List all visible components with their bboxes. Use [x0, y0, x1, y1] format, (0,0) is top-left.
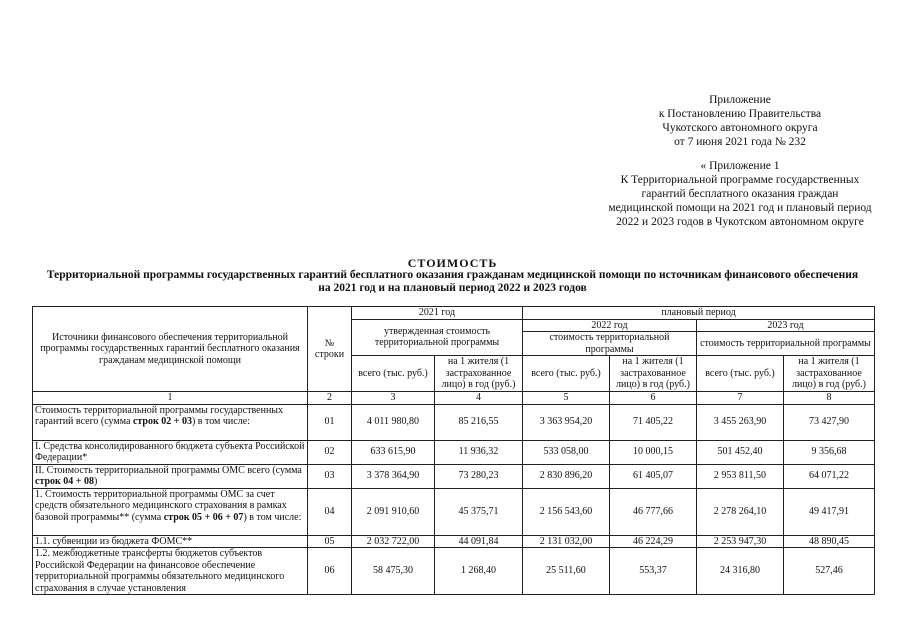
column-number: 6 — [610, 392, 697, 405]
cell-2022-total: 533 058,00 — [523, 440, 610, 464]
header-cost-2022: стоимость территориальной программы — [523, 332, 697, 356]
cell-2022-per-capita: 46 224,29 — [610, 535, 697, 548]
cell-2022-per-capita: 10 000,15 — [610, 440, 697, 464]
cell-2023-per-capita: 9 356,68 — [784, 440, 875, 464]
row-number: 06 — [308, 548, 352, 595]
cell-2022-total: 2 156 543,60 — [523, 488, 610, 535]
table-row — [33, 535, 875, 548]
cell-2021-total: 3 378 364,90 — [352, 464, 435, 488]
appendix-1-block — [560, 159, 905, 229]
table-row — [33, 440, 875, 464]
header-total: всего (тыс. руб.) — [523, 356, 610, 392]
appendix-block — [560, 93, 905, 149]
row-source: 1. Стоимость территориальной программы ОМС за счет средств обязательного медицинского страхования в рамках базовой программы** (сумма строк 05 + 06 + 07) в том числе: — [33, 488, 308, 535]
header-per-capita: на 1 жителя (1 застрахованное лицо) в год (руб.) — [610, 356, 697, 392]
table-row — [33, 464, 875, 488]
row-source: 1.1. субвенции из бюджета ФОМС** — [33, 535, 308, 548]
row-number: 04 — [308, 488, 352, 535]
header-per-capita: на 1 жителя (1 застрахованное лицо) в год (руб.) — [435, 356, 523, 392]
appendix-line: К Территориальной программе государственных — [620, 174, 860, 186]
row-number: 03 — [308, 464, 352, 488]
cell-2023-total: 2 953 811,50 — [697, 464, 784, 488]
column-number: 8 — [784, 392, 875, 405]
header-cost-2023: стоимость территориальной программы — [697, 332, 875, 356]
cell-2023-total: 2 278 264,10 — [697, 488, 784, 535]
column-number: 3 — [352, 392, 435, 405]
header-total: всего (тыс. руб.) — [697, 356, 784, 392]
header-planned-period: плановый период — [523, 307, 875, 320]
column-numbers-row — [33, 392, 875, 405]
cell-2022-per-capita: 553,37 — [610, 548, 697, 595]
cell-2023-total: 501 452,40 — [697, 440, 784, 464]
table-row — [33, 488, 875, 535]
cell-2021-per-capita: 44 091,84 — [435, 535, 523, 548]
cell-2022-total: 2 830 896,20 — [523, 464, 610, 488]
cell-2023-per-capita: 48 890,45 — [784, 535, 875, 548]
header-approved-cost: утвержденная стоимость территориальной программы — [352, 319, 523, 356]
appendix-line: к Постановлению Правительства — [658, 108, 822, 120]
document-subtitle — [20, 269, 885, 295]
cell-2022-total: 25 511,60 — [523, 548, 610, 595]
cell-2023-total: 3 455 263,90 — [697, 404, 784, 440]
cell-2021-per-capita: 11 936,32 — [435, 440, 523, 464]
cell-2023-total: 2 253 947,30 — [697, 535, 784, 548]
cell-2021-per-capita: 73 280,23 — [435, 464, 523, 488]
column-number: 4 — [435, 392, 523, 405]
cell-2022-per-capita: 71 405,22 — [610, 404, 697, 440]
cell-2021-per-capita: 85 216,55 — [435, 404, 523, 440]
appendix-line: гарантий бесплатного оказания граждан — [641, 188, 839, 200]
cell-2023-per-capita: 64 071,22 — [784, 464, 875, 488]
cell-2021-total: 2 091 910,60 — [352, 488, 435, 535]
row-source: I. Средства консолидированного бюджета субъекта Российской Федерации* — [33, 440, 308, 464]
row-source: 1.2. межбюджетные трансферты бюджетов субъектов Российской Федерации на финансовое обеспечение территориальной программы обязательного медицинского страхования в случае установления — [33, 548, 308, 595]
cell-2021-total: 58 475,30 — [352, 548, 435, 595]
column-number: 2 — [308, 392, 352, 405]
row-number: 05 — [308, 535, 352, 548]
header-source: Источники финансового обеспечения территориальной программы государственных гарантий бесплатного оказания гражданам медицинской помощи — [33, 307, 308, 392]
cell-2022-per-capita: 61 405,07 — [610, 464, 697, 488]
column-number: 1 — [33, 392, 308, 405]
cell-2021-per-capita: 45 375,71 — [435, 488, 523, 535]
row-number: 02 — [308, 440, 352, 464]
appendix-line: Приложение — [709, 94, 771, 106]
subtitle-line: на 2021 год и на плановый период 2022 и 2023 годов — [318, 282, 587, 294]
document-title: СТОИМОСТЬ — [407, 256, 498, 270]
cell-2023-total: 24 316,80 — [697, 548, 784, 595]
cell-2021-total: 633 615,90 — [352, 440, 435, 464]
header-year-2023: 2023 год — [697, 319, 875, 332]
table-row — [33, 404, 875, 440]
row-source: Стоимость территориальной программы государственных гарантий всего (сумма строк 02 + 03) в том числе: — [33, 404, 308, 440]
row-number: 01 — [308, 404, 352, 440]
column-number: 5 — [523, 392, 610, 405]
cell-2021-per-capita: 1 268,40 — [435, 548, 523, 595]
table-row — [33, 548, 875, 595]
cost-table — [32, 306, 875, 595]
header-year-2021: 2021 год — [352, 307, 523, 320]
appendix-line: медицинской помощи на 2021 год и плановый период — [608, 202, 872, 214]
row-source: II. Стоимость территориальной программы ОМС всего (сумма строк 04 + 08) — [33, 464, 308, 488]
header-year-2022: 2022 год — [523, 319, 697, 332]
cell-2023-per-capita: 527,46 — [784, 548, 875, 595]
appendix-line: « Приложение 1 — [700, 160, 780, 172]
header-per-capita: на 1 жителя (1 застрахованное лицо) в год (руб.) — [784, 356, 875, 392]
appendix-line: от 7 июня 2021 года № 232 — [674, 136, 806, 148]
cell-2022-per-capita: 46 777,66 — [610, 488, 697, 535]
header-total: всего (тыс. руб.) — [352, 356, 435, 392]
column-number: 7 — [697, 392, 784, 405]
appendix-line: Чукотского автономного округа — [662, 122, 818, 134]
cell-2021-total: 4 011 980,80 — [352, 404, 435, 440]
subtitle-line: Территориальной программы государственных гарантий бесплатного оказания гражданам медицинской помощи по источникам финансового обеспечения — [46, 269, 859, 281]
cell-2022-total: 2 131 032,00 — [523, 535, 610, 548]
cell-2023-per-capita: 73 427,90 — [784, 404, 875, 440]
header-row-no: № строки — [308, 307, 352, 392]
cell-2023-per-capita: 49 417,91 — [784, 488, 875, 535]
appendix-line: 2022 и 2023 годов в Чукотском автономном округе — [616, 216, 864, 228]
cell-2022-total: 3 363 954,20 — [523, 404, 610, 440]
cell-2021-total: 2 032 722,00 — [352, 535, 435, 548]
